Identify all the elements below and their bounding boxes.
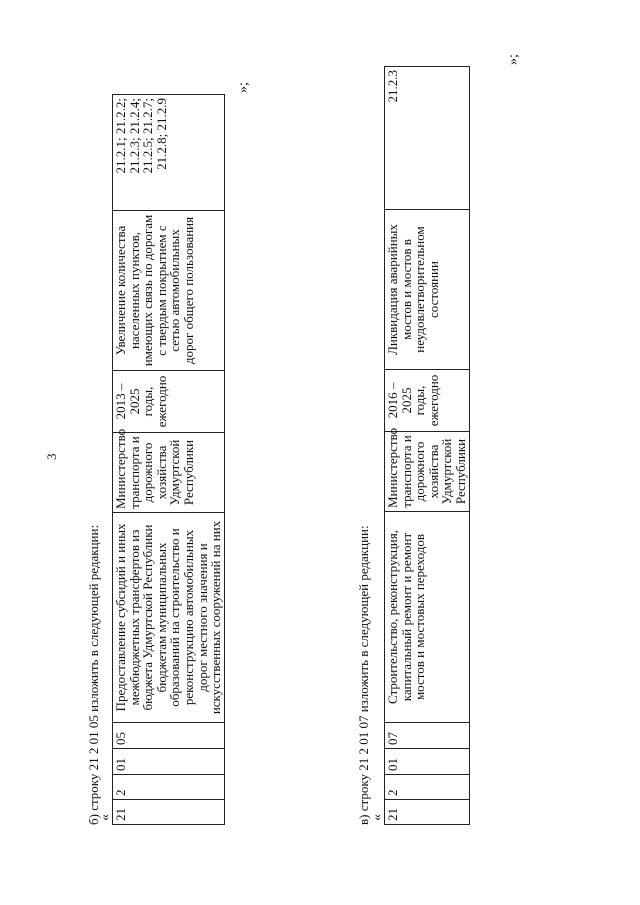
section-b-open-quote: « [98,814,113,821]
section-b-table [112,94,225,825]
code-cell-3: 01 [385,749,470,775]
table-row [385,67,470,825]
code-cell-2: 2 [113,775,225,800]
code-cell-2: 2 [385,775,470,800]
section-v-close-quote: »; [506,54,521,65]
section-b-intro: б) строку 21 2 01 05 изложить в следующей редакции: [86,524,101,825]
executor-cell: Министерство транспорта и дорожного хозяйства Удмуртской Республики [385,432,470,512]
table-row [113,95,225,825]
code-cell-1: 21 [385,800,470,825]
indicators-cell: 21.2.1; 21.2.2; 21.2.3; 21.2.4; 21.2.5; 21.2.7; 21.2.8; 21.2.9 [113,95,225,211]
section-v-intro: в) строку 21 2 01 07 изложить в следующей редакции: [356,525,371,825]
period-cell: 2016 – 2025 годы, ежегодно [385,370,470,432]
result-cell: Ликвидация аварийных мостов и мостов в неудовлетворительном состоянии [385,210,470,370]
page-number: 3 [44,453,59,460]
section-v-table [384,66,470,825]
code-cell-1: 21 [113,800,225,825]
code-cell-4: 05 [113,723,225,749]
result-cell: Увеличение количества населенных пунктов, имеющих связь по дорогам с твердым покрытием с сетью автомобильных дорог общего пользования [113,211,225,371]
executor-cell: Министерство транспорта и дорожного хозяйства Удмуртской Республики [113,433,225,513]
code-cell-3: 01 [113,749,225,775]
code-cell-4: 07 [385,723,470,749]
section-v-open-quote: « [370,814,385,821]
period-cell: 2013 – 2025 годы, ежегодно [113,371,225,433]
section-b-close-quote: »; [236,82,251,93]
measure-name-cell: Предоставление субсидий и иных межбюджетных трансфертов из бюджета Удмуртской Республики бюджетам муниципальных образований на строительство и реконструкцию автомобильных дорог местного значения и искусственных сооружений на них [113,513,225,723]
measure-name-cell: Строительство, реконструкция, капитальный ремонт и ремонт мостов и мостовых переходов [385,512,470,723]
indicators-cell: 21.2.3 [385,67,470,210]
